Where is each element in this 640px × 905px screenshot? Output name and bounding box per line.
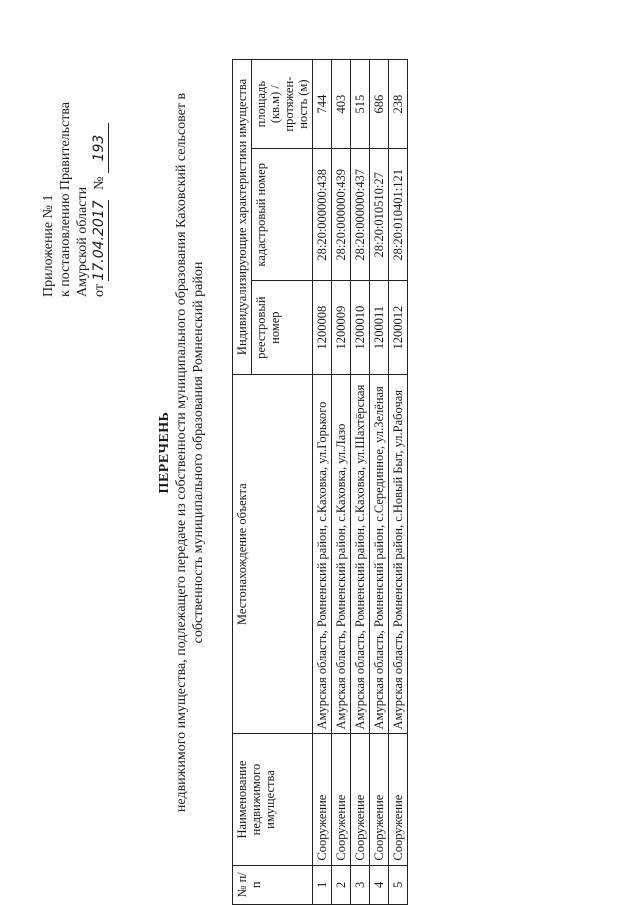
cell-area: 744 xyxy=(313,60,332,149)
handwritten-number: 193 xyxy=(91,123,109,173)
header-reg: реестровый номер xyxy=(252,281,313,375)
annex-line-1: Приложение № 1 xyxy=(41,194,56,297)
header-num: № п/п xyxy=(233,865,313,904)
cell-num: 5 xyxy=(389,865,408,904)
cell-location: Амурская область, Ромненский район, с.Каховка, ул.Горького xyxy=(313,374,332,734)
cell-area: 515 xyxy=(351,60,370,149)
property-table xyxy=(232,59,408,905)
cell-name: Сооружение xyxy=(332,734,351,865)
cell-reg: 1200011 xyxy=(370,281,389,375)
cell-area: 238 xyxy=(389,60,408,149)
cell-num: 2 xyxy=(332,865,351,904)
cell-area: 686 xyxy=(370,60,389,149)
header-area: площадь (кв.м) / протяжен- ность (м) xyxy=(252,60,313,149)
cell-cad: 28:20:000000:438 xyxy=(313,149,332,281)
handwritten-date: 17.04.2017 xyxy=(91,200,107,281)
header-cad: кадастровый номер xyxy=(252,149,313,281)
cell-reg: 1200009 xyxy=(332,281,351,375)
table-row xyxy=(351,60,370,905)
cell-reg: 1200010 xyxy=(351,281,370,375)
cell-reg: 1200012 xyxy=(389,281,408,375)
table-row xyxy=(332,60,351,905)
header-location: Местонахождение объекта xyxy=(233,374,313,734)
cell-location: Амурская область, Ромненский район, с.Каховка, ул.Шахтёрская xyxy=(351,374,370,734)
document-title: ПЕРЕЧЕНЬ xyxy=(157,411,172,494)
cell-cad: 28:20:010510:27 xyxy=(370,149,389,281)
annex-date-line xyxy=(91,17,109,297)
cell-cad: 28:20:000000:437 xyxy=(351,149,370,281)
document-heading xyxy=(156,0,207,905)
header-characteristics: Индивидуализирующие характеристики имущества xyxy=(233,60,252,375)
cell-location: Амурская область, Ромненский район, с.Новый Быт, ул.Рабочая xyxy=(389,374,408,734)
annex-block xyxy=(40,17,109,297)
table-row xyxy=(313,60,332,905)
cell-cad: 28:20:010401:121 xyxy=(389,149,408,281)
heading-line-2: недвижимого имущества, подлежащего передаче из собственности муниципального образования Каховский сельсовет в xyxy=(174,92,189,813)
number-label: № xyxy=(92,176,107,190)
from-label: от xyxy=(92,284,107,297)
cell-location: Амурская область, Ромненский район, с.Серединное, ул.Зелёная xyxy=(370,374,389,734)
annex-line-2: к постановлению Правительства xyxy=(58,101,73,297)
table-header-row xyxy=(233,60,252,905)
cell-num: 1 xyxy=(313,865,332,904)
cell-reg: 1200008 xyxy=(313,281,332,375)
header-name: Наименование недвижимого имущества xyxy=(233,734,313,865)
cell-location: Амурская область, Ромненский район, с.Каховка, ул.Лазо xyxy=(332,374,351,734)
cell-area: 403 xyxy=(332,60,351,149)
cell-num: 4 xyxy=(370,865,389,904)
cell-cad: 28:20:000000:439 xyxy=(332,149,351,281)
annex-line-3: Амурской области xyxy=(75,186,90,297)
table-row xyxy=(389,60,408,905)
cell-name: Сооружение xyxy=(370,734,389,865)
cell-num: 3 xyxy=(351,865,370,904)
cell-name: Сооружение xyxy=(389,734,408,865)
cell-name: Сооружение xyxy=(313,734,332,865)
heading-line-3: собственность муниципального образования Ромненский район xyxy=(191,261,206,644)
table-row xyxy=(370,60,389,905)
cell-name: Сооружение xyxy=(351,734,370,865)
